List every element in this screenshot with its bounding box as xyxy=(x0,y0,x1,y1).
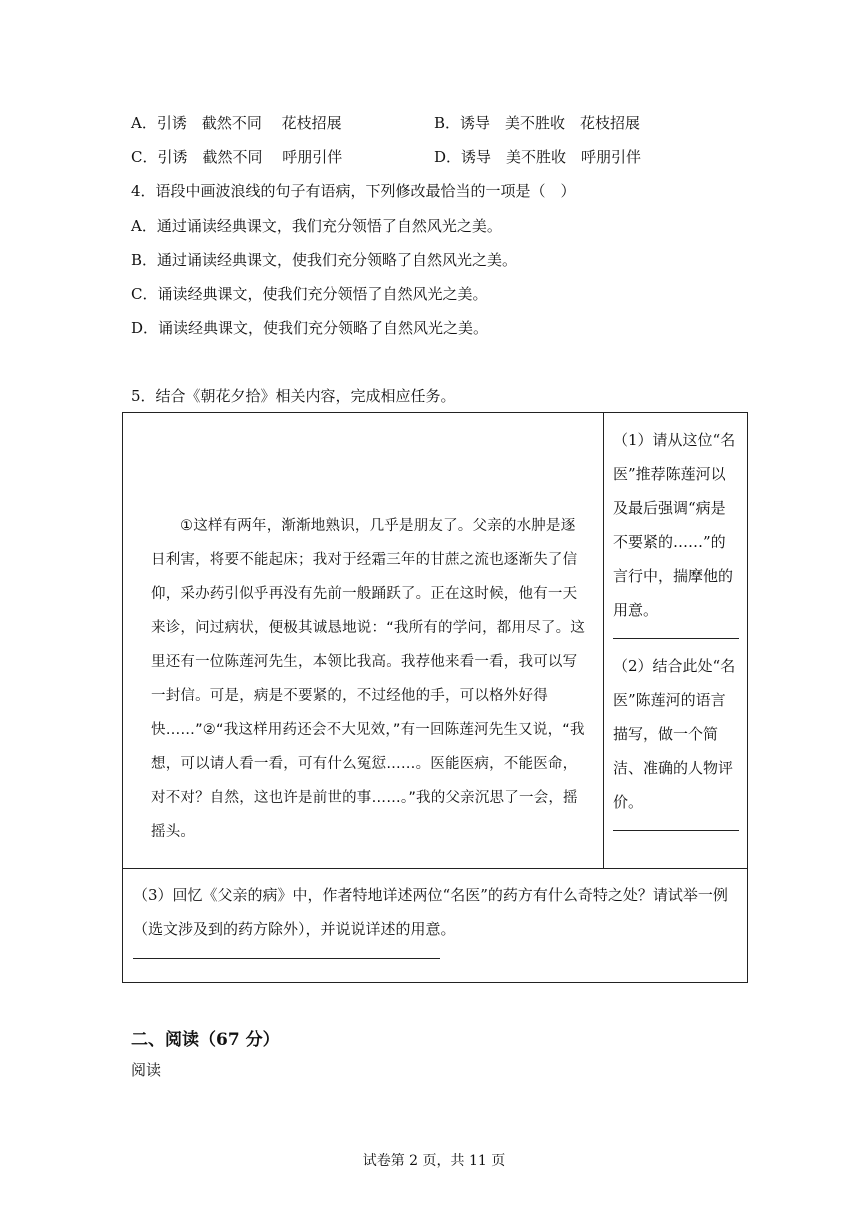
section-title: 二、阅读（67 分） xyxy=(131,1030,280,1050)
q4-option-a: A．通过诵读经典课文，我们充分领悟了自然风光之美。 xyxy=(131,217,502,235)
task-table xyxy=(122,412,748,983)
task-3-cell xyxy=(123,869,748,983)
option-b: B．诱导 美不胜收 花枝招展 xyxy=(434,114,641,132)
answer-blank-2[interactable] xyxy=(613,829,739,831)
option-d: D．诱导 美不胜收 呼朋引伴 xyxy=(434,148,642,166)
passage-text: ①这样有两年，渐渐地熟识，几乎是朋友了。父亲的水肿是逐日利害，将要不能起床；我对于经霜三年的甘蔗之流也逐渐失了信仰，采办药引似乎再没有先前一般踊跃了。正在这时候，他有一天来诊，问过病状，便极其诚恳地说：“我所有的学问，都用尽了。这里还有一位陈莲河先生，本领比我高。我荐他来看一看，我可以写一封信。可是，病是不要紧的，不过经他的手，可以格外好得快……”②“我这样用药还会不大见效，”有一回陈莲河先生又说，“我想，可以请人看一看，可有什么冤愆……。医能医病，不能医命，对不对？自然，这也许是前世的事……。”我的父亲沉思了一会，摇摇头。 xyxy=(151,518,586,840)
q4-option-c: C．诵读经典课文，使我们充分领悟了自然风光之美。 xyxy=(131,285,488,303)
option-c: C．引诱 截然不同 呼朋引伴 xyxy=(131,148,343,166)
question-5-stem: 5．结合《朝花夕拾》相关内容，完成相应任务。 xyxy=(131,387,456,405)
section-subtitle: 阅读 xyxy=(131,1061,162,1079)
option-a: A．引诱 截然不同 花枝招展 xyxy=(131,114,342,132)
answer-blank-1[interactable] xyxy=(613,637,739,639)
answer-blank-3[interactable] xyxy=(133,957,440,959)
side-task-cell xyxy=(604,413,748,869)
q4-option-d: D．诵读经典课文，使我们充分领略了自然风光之美。 xyxy=(131,319,489,337)
task-3: （3）回忆《父亲的病》中，作者特地详述两位“名医”的药方有什么奇特之处？请试举一例（选文涉及到的药方除外），并说说详述的用意。 xyxy=(133,886,728,938)
task-2: （2）结合此处“名医”陈莲河的语言描写，做一个简洁、准确的人物评价。 xyxy=(613,657,736,811)
passage-cell xyxy=(123,413,604,869)
page-footer: 试卷第 2 页，共 11 页 xyxy=(362,1153,506,1169)
task-1: （1）请从这位“名医”推荐陈莲河以及最后强调“病是不要紧的……”的言行中，揣摩他的用意。 xyxy=(613,431,736,619)
q4-option-b: B．通过诵读经典课文，使我们充分领略了自然风光之美。 xyxy=(131,251,518,269)
question-4-stem: 4．语段中画波浪线的句子有语病，下列修改最恰当的一项是（ ） xyxy=(131,182,576,200)
